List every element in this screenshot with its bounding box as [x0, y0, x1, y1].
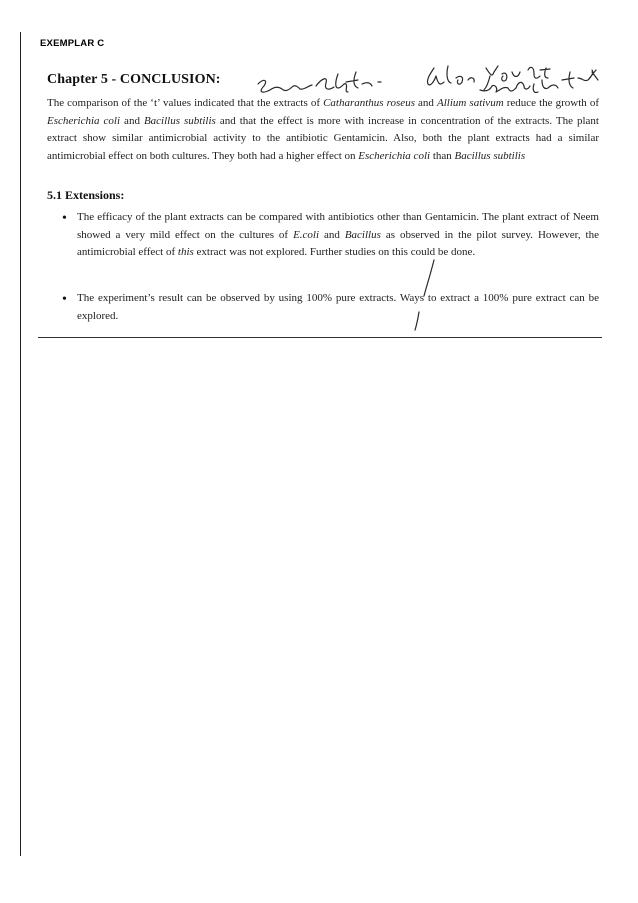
text-run: The efficacy of the plant extracts can be compared with antibiotics other than Gentamicin. The plant extract of Neem showed a very mild effect on the cultures of — [77, 211, 599, 241]
italic-term: Catharanthus roseus — [323, 97, 415, 109]
exemplar-label: EXEMPLAR C — [40, 38, 105, 49]
left-margin-rule — [20, 32, 21, 856]
italic-term: Bacillus — [344, 228, 381, 241]
bottom-divider — [38, 337, 602, 338]
text-run: and — [319, 228, 345, 241]
handwriting-also-you-not — [427, 66, 550, 90]
text-run: reduce the growth of — [503, 97, 599, 109]
italic-term: this — [177, 246, 194, 258]
conclusion-paragraph — [47, 95, 599, 165]
italic-term: Allium sativum — [437, 97, 504, 109]
italic-term: Escherichia coli — [47, 114, 121, 127]
extensions-heading: 5.1 Extensions: — [47, 188, 125, 202]
text-run: The comparison of the ‘t’ values indicated that the extracts of — [47, 97, 324, 109]
italic-term: Bacillus subtilis — [454, 149, 526, 162]
text-run: and — [414, 97, 438, 109]
text-run: than — [430, 149, 455, 162]
chapter-heading: Chapter 5 - CONCLUSION: — [47, 72, 221, 87]
text-run: as observed in the pilot survey. However, the antimicrobial effect of — [77, 228, 599, 258]
extension-item-2 — [77, 290, 599, 325]
handwriting-explained-this — [480, 70, 598, 93]
text-run: The experiment’s result can be observed by using 100% pure extracts. Ways to extract a 100% pure extract can be explored. — [77, 292, 599, 322]
handwriting-same-effect — [258, 72, 381, 92]
scanned-excerpt — [40, 64, 606, 342]
italic-term: Escherichia coli — [358, 149, 431, 162]
italic-term: E.coli — [293, 228, 320, 241]
extension-item-1 — [77, 209, 599, 262]
text-run: and that the effect is more with increase in concentration of the extracts. The plant extract show similar antimicrobial activity to the antibiotic Gentamicin. Also, both the plant extracts had a similar antimicrobial effect on both cultures. They both had a higher effect on — [47, 114, 599, 162]
bullet-marker: • — [62, 292, 67, 307]
text-run: extract was not explored. Further studies on this could be done. — [193, 246, 476, 258]
italic-term: Bacillus subtilis — [143, 114, 216, 127]
text-run: and — [120, 114, 144, 127]
bullet-marker: • — [62, 211, 67, 226]
